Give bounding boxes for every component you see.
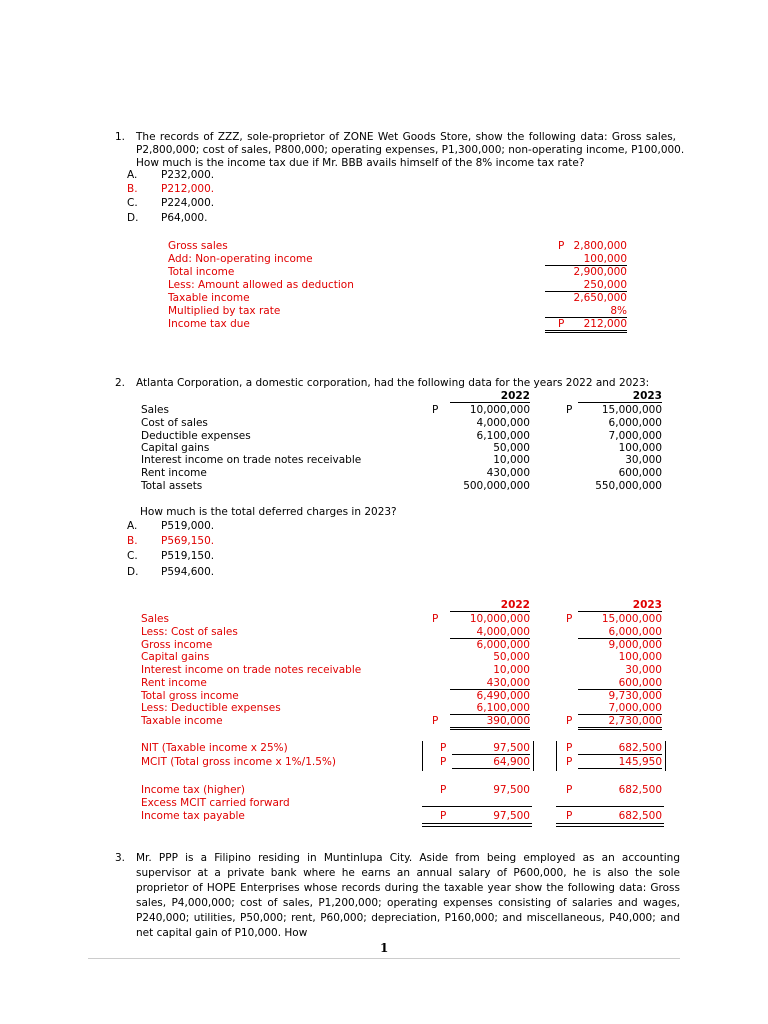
- q1-sol-value: 2,650,000: [573, 292, 627, 304]
- q2-sol-value-2022: 50,000: [493, 651, 530, 663]
- q1-choice-letter: C.: [127, 197, 138, 209]
- q3-text: Mr. PPP is a Filipino residing in Muntinlupa City. Aside from being employed as an accounting supervisor at a private bank where he earns an annual salary of P600,000, he is also the sole proprietor of HOPE Enterprises whose records during the taxable year show the following data: Gross sales, P4,000,000; cost of sales, P1,200,000; operating expenses consisting of salaries and wages, P240,000; utilities, P50,000; rent, P60,000; depreciation, P160,000; and miscellaneous, P40,000; and net capital gain of P10,000. How: [136, 852, 680, 939]
- q2-sol-peso: P: [432, 613, 439, 625]
- q1-choice-text-correct: P212,000.: [161, 183, 215, 195]
- q2-value-2023: 100,000: [618, 442, 662, 454]
- q2-nit-2023: 682,500: [578, 742, 662, 755]
- q2-number: 2.: [115, 377, 126, 389]
- q1-sol-peso: P: [558, 240, 565, 252]
- q2-value-2022: 500,000,000: [463, 480, 530, 492]
- q1-sol-label: Income tax due: [168, 318, 250, 330]
- q2-sol-label: Rent income: [141, 677, 207, 689]
- q2-choice-text: P519,150.: [161, 550, 215, 562]
- q2-nit-2022: 97,500: [452, 742, 530, 755]
- q2-sol-value-2023: 9,000,000: [608, 639, 662, 651]
- q2-value-2023: 550,000,000: [595, 480, 662, 492]
- q2-row-label: Total assets: [141, 480, 203, 492]
- footer-divider: [88, 958, 680, 959]
- q2-value-2023: 15,000,000: [601, 404, 662, 416]
- q2-sol-label: Taxable income: [141, 715, 223, 727]
- q2-sol-value-2023: 9,730,000: [608, 690, 662, 702]
- q1-number: 1.: [115, 131, 126, 143]
- q2-row-label: Interest income on trade notes receivable: [141, 454, 362, 466]
- q1-sol-value: 212,000: [545, 318, 627, 333]
- q2-nit-label: NIT (Taxable income x 25%): [141, 742, 288, 754]
- q1-choice-letter: D.: [127, 212, 139, 224]
- q2-value-2023: 600,000: [618, 467, 662, 479]
- q2-row-label: Deductible expenses: [141, 430, 251, 442]
- q2-mcit-label: MCIT (Total gross income x 1%/1.5%): [141, 756, 336, 768]
- q2-sol-value-2022: 430,000: [450, 677, 530, 690]
- q2-payable-peso: P: [566, 810, 573, 822]
- q2-nit-peso: P: [566, 742, 573, 754]
- q2-sol-value-2022: 10,000,000: [469, 613, 530, 625]
- q2-sol-value-2023: 7,000,000: [578, 702, 662, 715]
- q1-choice-text: P64,000.: [161, 212, 208, 224]
- q2-prompt: How much is the total deferred charges in 2023?: [140, 506, 397, 518]
- q2-sol-label: Less: Cost of sales: [141, 626, 238, 638]
- q1-sol-value: 8%: [545, 305, 627, 318]
- q2-sol-peso: P: [566, 613, 573, 625]
- q2-tax-higher-2023: 682,500: [618, 784, 662, 796]
- q2-sol-label: Total gross income: [141, 690, 239, 702]
- q2-sol-value-2022: 4,000,000: [450, 626, 530, 639]
- page-number: 1: [380, 941, 389, 955]
- q2-tax-higher-2022: 97,500: [493, 784, 530, 796]
- q1-sol-label: Total income: [168, 266, 235, 278]
- q2-sol-value-2022: 6,000,000: [476, 639, 530, 651]
- q2-mcit-peso: P: [566, 756, 573, 768]
- q2-tax-higher-peso: P: [440, 784, 447, 796]
- q1-sol-label: Taxable income: [168, 292, 250, 304]
- q2-sol-value-2022: 10,000: [493, 664, 530, 676]
- q2-sol-value-2023: 30,000: [625, 664, 662, 676]
- q2-nit-peso: P: [440, 742, 447, 754]
- q2-peso: P: [432, 404, 439, 416]
- q1-choice-text: P224,000.: [161, 197, 215, 209]
- q2-choice-text: P594,600.: [161, 566, 215, 578]
- q2-sol-label: Capital gains: [141, 651, 210, 663]
- q3-number: 3.: [115, 852, 126, 864]
- q2-sol-value-2023: 2,730,000: [578, 715, 662, 730]
- q2-row-label: Rent income: [141, 467, 207, 479]
- q1-sol-value: 2,900,000: [573, 266, 627, 278]
- q2-value-2022: 430,000: [486, 467, 530, 479]
- q2-value-2022: 4,000,000: [476, 417, 530, 429]
- q1-text-line-3: How much is the income tax due if Mr. BBB avails himself of the 8% income tax rate?: [136, 157, 585, 169]
- q2-mcit-peso: P: [440, 756, 447, 768]
- q1-sol-value: 100,000: [545, 253, 627, 266]
- q1-sol-value: 2,800,000: [573, 240, 627, 252]
- q2-choice-letter: A.: [127, 520, 138, 532]
- q1-choice-letter: A.: [127, 169, 138, 181]
- q2-value-2022: 6,100,000: [476, 430, 530, 442]
- q2-choice-letter-correct: B.: [127, 535, 138, 547]
- q2-sol-label: Gross income: [141, 639, 213, 651]
- q2-mcit-2023: 145,950: [578, 756, 662, 769]
- q1-sol-label: Multiplied by tax rate: [168, 305, 281, 317]
- q2-sol-year-header: 2023: [578, 599, 662, 612]
- q1-sol-label: Add: Non-operating income: [168, 253, 313, 265]
- q2-payable-2022: 97,500: [493, 810, 530, 822]
- q2-row-label: Cost of sales: [141, 417, 208, 429]
- q2-excess-mcit-label: Excess MCIT carried forward: [141, 797, 290, 809]
- q1-text-line-2: P2,800,000; cost of sales, P800,000; operating expenses, P1,300,000; non-operating income, P100,000.: [136, 144, 685, 156]
- q2-question: Atlanta Corporation, a domestic corporation, had the following data for the years 2022 and 2023:: [136, 377, 650, 389]
- q1-choice-letter-correct: B.: [127, 183, 138, 195]
- q2-sol-peso: P: [432, 715, 439, 727]
- q2-tax-higher-peso: P: [566, 784, 573, 796]
- q2-value-2022: 10,000,000: [469, 404, 530, 416]
- q2-sol-year-header: 2022: [450, 599, 530, 612]
- q2-value-2023: 7,000,000: [608, 430, 662, 442]
- q2-sol-value-2022: 6,490,000: [476, 690, 530, 702]
- q2-choice-letter: D.: [127, 566, 139, 578]
- q2-year-header: 2022: [450, 390, 530, 403]
- q2-mcit-2022: 64,900: [452, 756, 530, 769]
- q2-sol-value-2023: 15,000,000: [601, 613, 662, 625]
- q2-sol-label: Less: Deductible expenses: [141, 702, 281, 714]
- q1-sol-label: Less: Amount allowed as deduction: [168, 279, 354, 291]
- q2-sol-label: Sales: [141, 613, 169, 625]
- q1-sol-peso: P: [558, 318, 565, 330]
- q1-text-line-1: The records of ZZZ, sole-proprietor of ZONE Wet Goods Store, show the following data: Gross sales,: [136, 131, 676, 143]
- q2-value-2023: 6,000,000: [608, 417, 662, 429]
- q2-choice-text-correct: P569,150.: [161, 535, 215, 547]
- q2-value-2022: 50,000: [493, 442, 530, 454]
- q2-payable-2023: 682,500: [618, 810, 662, 822]
- q2-payable-peso: P: [440, 810, 447, 822]
- q1-choice-text: P232,000.: [161, 169, 215, 181]
- q2-value-2023: 30,000: [625, 454, 662, 466]
- q2-value-2022: 10,000: [493, 454, 530, 466]
- q2-sol-value-2022: 6,100,000: [450, 702, 530, 715]
- q2-sol-value-2022: 390,000: [450, 715, 530, 730]
- q2-sol-value-2023: 6,000,000: [578, 626, 662, 639]
- q2-row-label: Capital gains: [141, 442, 210, 454]
- q2-sol-label: Interest income on trade notes receivable: [141, 664, 362, 676]
- q2-sol-peso: P: [566, 715, 573, 727]
- q2-row-label: Sales: [141, 404, 169, 416]
- q2-peso: P: [566, 404, 573, 416]
- q2-choice-text: P519,000.: [161, 520, 215, 532]
- q2-choice-letter: C.: [127, 550, 138, 562]
- q1-sol-label: Gross sales: [168, 240, 228, 252]
- q2-sol-value-2023: 100,000: [618, 651, 662, 663]
- q2-tax-higher-label: Income tax (higher): [141, 784, 245, 796]
- q1-sol-value: 250,000: [545, 279, 627, 292]
- q2-year-header: 2023: [578, 390, 662, 403]
- q2-sol-value-2023: 600,000: [578, 677, 662, 690]
- q2-payable-label: Income tax payable: [141, 810, 245, 822]
